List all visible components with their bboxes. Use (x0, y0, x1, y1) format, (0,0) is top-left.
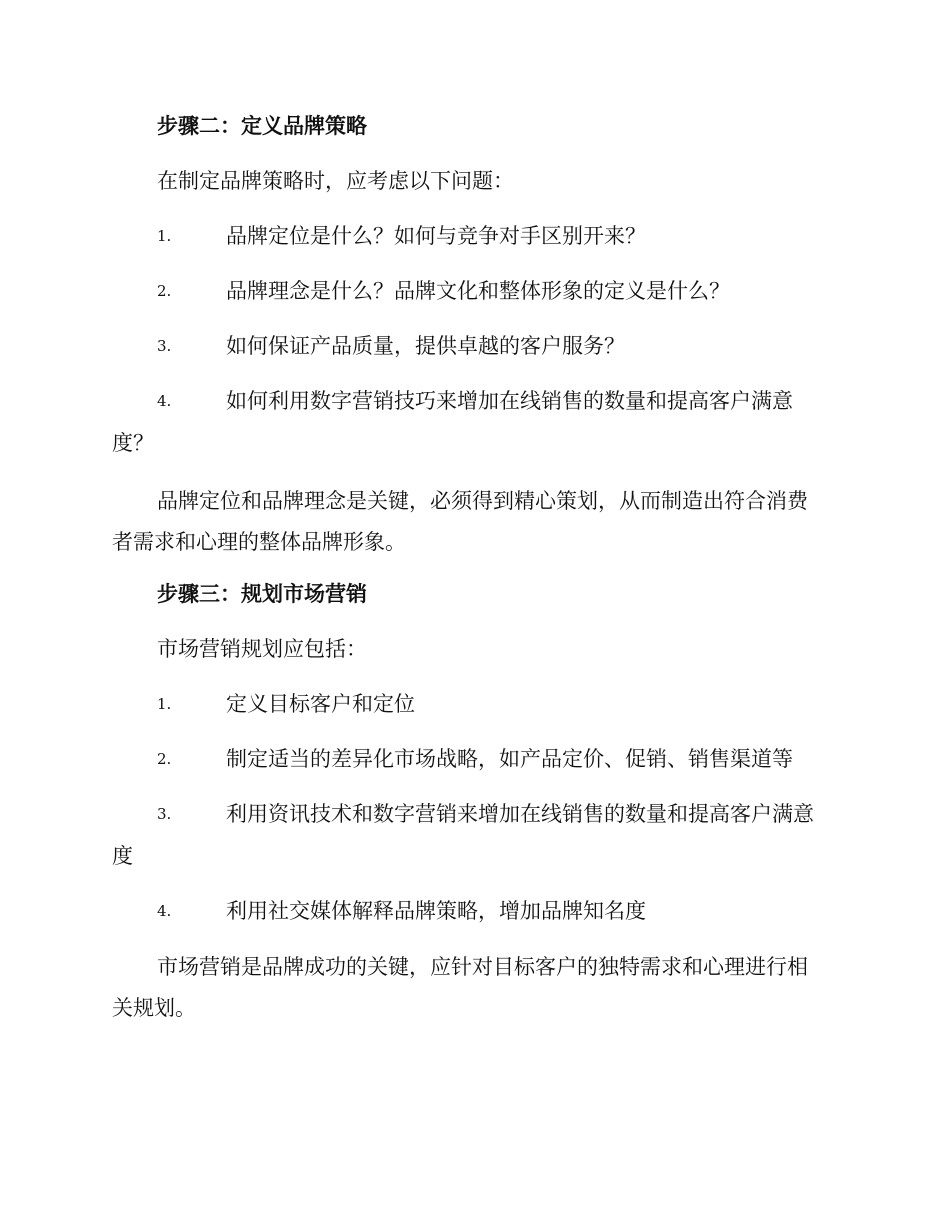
section3-intro: 市场营销规划应包括： (157, 637, 367, 661)
list-item-text: 利用社交媒体解释品牌策略，增加品牌知名度 (226, 899, 646, 923)
list-number: 2. (157, 750, 172, 768)
section3-summary-line1: 市场营销是品牌成功的关键，应针对目标客户的独特需求和心理进行相 (157, 955, 808, 979)
section3-summary-line2: 关规划。 (112, 996, 196, 1020)
list-item-text: 制定适当的差异化市场战略，如产品定价、促销、销售渠道等 (226, 747, 793, 771)
list-item-text: 如何利用数字营销技巧来增加在线销售的数量和提高客户满意 (226, 389, 793, 413)
list-number: 4. (157, 902, 172, 920)
list-item-text: 定义目标客户和定位 (226, 692, 415, 716)
list-item-text: 利用资讯技术和数字营销来增加在线销售的数量和提高客户满意 (226, 802, 814, 826)
list-number: 2. (157, 282, 172, 300)
list-number: 3. (157, 805, 172, 823)
section2-intro: 在制定品牌策略时，应考虑以下问题： (157, 169, 514, 193)
section2-summary-line2: 者需求和心理的整体品牌形象。 (112, 530, 406, 554)
list-item-continuation: 度？ (112, 431, 154, 455)
list-item-text: 品牌理念是什么？品牌文化和整体形象的定义是什么？ (226, 279, 730, 303)
list-number: 3. (157, 337, 172, 355)
section3-heading: 步骤三：规划市场营销 (157, 581, 367, 606)
list-number: 1. (157, 227, 172, 245)
section2-heading: 步骤二：定义品牌策略 (157, 113, 367, 138)
list-number: 1. (157, 695, 172, 713)
list-item-continuation: 度 (112, 844, 133, 868)
section2-summary-line1: 品牌定位和品牌理念是关键，必须得到精心策划，从而制造出符合消费 (157, 489, 808, 513)
list-item-text: 如何保证产品质量，提供卓越的客户服务？ (226, 334, 625, 358)
list-number: 4. (157, 392, 172, 410)
list-item-text: 品牌定位是什么？如何与竞争对手区别开来？ (226, 224, 646, 248)
